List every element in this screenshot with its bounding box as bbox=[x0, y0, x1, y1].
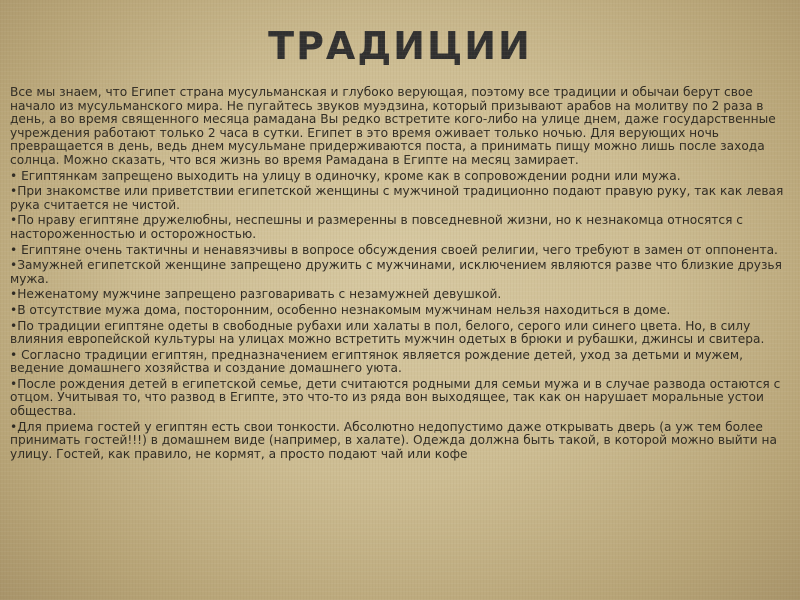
list-item: •После рождения детей в египетской семье, дети считаются родными для семьи мужа и в случае развода остаются с отцом. Учитывая то, что развод в Египте, это что-то из ряда вон выходящее, так как он нарушает моральные устои общества. bbox=[10, 376, 781, 419]
list-item: • Египтяне очень тактичны и ненавязчивы в вопросе обсуждения своей религии, чего требуют в замен от оппонента. bbox=[10, 242, 778, 257]
list-item: •Неженатому мужчине запрещено разговаривать с незамужней девушкой. bbox=[10, 287, 502, 302]
list-item: •По нраву египтяне дружелюбны, неспешны и размеренны в повседневной жизни, но к незнакомца относятся с настороженностью и осторожностью. bbox=[10, 213, 743, 241]
intro-paragraph: Все мы знаем, что Египет страна мусульманская и глубоко верующая, поэтому все традиции и обычаи берут свое начало из мусульманского мира. Не пугайтесь звуков муэдзина, который призывают арабов на молитву по 2 раза в день, а во время священного месяца рамадана Вы редко встретите кого-либо на улице днем, даже государственные учреждения работают только 2 часа в сутки. Египет в это время оживает только ночью. Для верующих ночь превращается в день, ведь днем мусульмане придерживаются поста, а принимать пищу можно лишь после захода солнца. Можно сказать, что вся жизнь во время Рамадана в Египте на месяц замирает. bbox=[10, 85, 776, 167]
slide-title: ТРАДИЦИИ bbox=[268, 24, 532, 68]
list-item: •По традиции египтяне одеты в свободные рубахи или халаты в пол, белого, серого или синего цвета. Но, в силу влияния европейской культуры на улицах можно встретить мужчин одетых в брюки и рубашки, джинсы и свитера. bbox=[10, 318, 765, 347]
list-item: •При знакомстве или приветствии египетской женщины с мужчиной традиционно подают правую руку, так как левая рука считается не чистой. bbox=[10, 184, 784, 212]
list-item: •Для приема гостей у египтян есть свои тонкости. Абсолютно недопустимо даже открывать дверь (а уж тем более принимать гостей!!!) в домашнем виде (например, в халате). Одежда должна быть такой, в которой можно выйти на улицу. Гостей, как правило, не кормят, а просто подают чай или кофе bbox=[10, 419, 777, 461]
list-item: •В отсутствие мужа дома, посторонним, особенно незнакомым мужчинам нельзя находиться в доме. bbox=[10, 302, 671, 317]
list-item: • Египтянкам запрещено выходить на улицу в одиночку, кроме как в сопровождении родни или мужа. bbox=[10, 168, 681, 183]
list-item: •Замужней египетской женщине запрещено дружить с мужчинами, исключением являются разве что близкие друзья мужа. bbox=[10, 258, 782, 286]
list-item: • Согласно традиции египтян, предназначением египтянок является рождение детей, уход за детьми и мужем, ведение домашнего хозяйства и создание домашнего уюта. bbox=[10, 347, 743, 376]
slide-body bbox=[4, 86, 794, 463]
